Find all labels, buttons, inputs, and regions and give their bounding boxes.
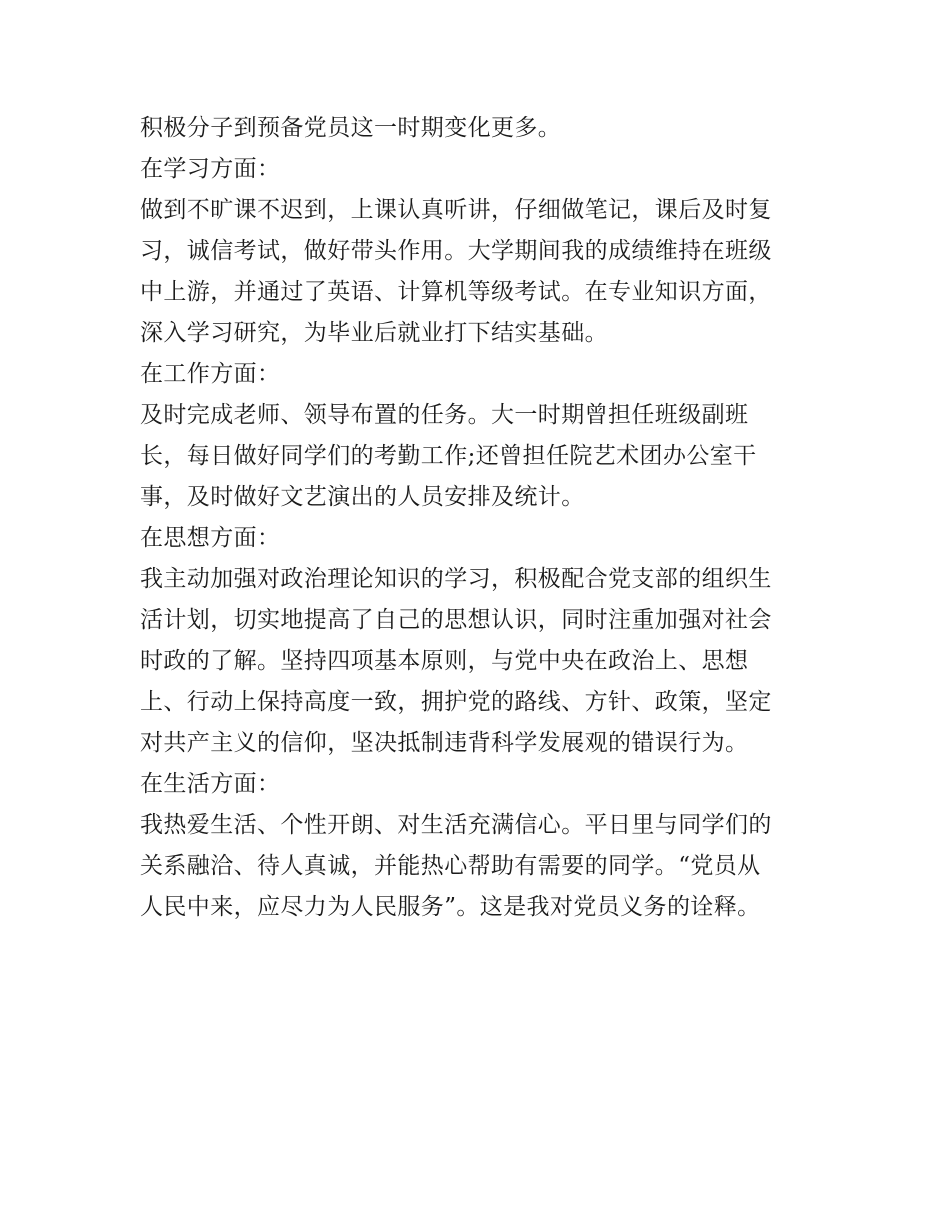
text-line: 积极分子到预备党员这一时期变化更多。 bbox=[140, 115, 562, 141]
text-line: 时政的了解。坚持四项基本原则，与党中央在政治上、思想 bbox=[140, 648, 749, 674]
section-heading-thought: 在思想方面： bbox=[140, 525, 281, 551]
text-line: 做到不旷课不迟到，上课认真听讲，仔细做笔记，课后及时复 bbox=[140, 197, 772, 223]
text-line: 中上游，并通过了英语、计算机等级考试。在专业知识方面， bbox=[140, 279, 772, 305]
text-line: 上、行动上保持高度一致，拥护党的路线、方针、政策，坚定 bbox=[140, 689, 772, 715]
text-line: 对共产主义的信仰，坚决抵制违背科学发展观的错误行为。 bbox=[140, 730, 749, 756]
text-line: 我热爱生活、个性开朗、对生活充满信心。平日里与同学们的 bbox=[140, 812, 772, 838]
text-line: 长，每日做好同学们的考勤工作;还曾担任院艺术团办公室干 bbox=[140, 443, 757, 469]
text-line: 人民中来，应尽力为人民服务”。这是我对党员义务的诠释。 bbox=[140, 894, 761, 920]
section-heading-life: 在生活方面： bbox=[140, 771, 281, 797]
section-heading-study: 在学习方面： bbox=[140, 156, 281, 182]
text-line: 及时完成老师、领导布置的任务。大一时期曾担任班级副班 bbox=[140, 402, 749, 428]
text-line: 习，诚信考试，做好带头作用。大学期间我的成绩维持在班级 bbox=[140, 238, 772, 264]
text-line: 我主动加强对政治理论知识的学习，积极配合党支部的组织生 bbox=[140, 566, 772, 592]
section-heading-work: 在工作方面： bbox=[140, 361, 281, 387]
text-line: 活计划，切实地提高了自己的思想认识，同时注重加强对社会 bbox=[140, 607, 772, 633]
text-line: 事，及时做好文艺演出的人员安排及统计。 bbox=[140, 484, 585, 510]
text-line: 深入学习研究，为毕业后就业打下结实基础。 bbox=[140, 320, 608, 346]
text-line: 关系融洽、待人真诚，并能热心帮助有需要的同学。“党员从 bbox=[140, 853, 761, 879]
document-page bbox=[140, 108, 820, 928]
